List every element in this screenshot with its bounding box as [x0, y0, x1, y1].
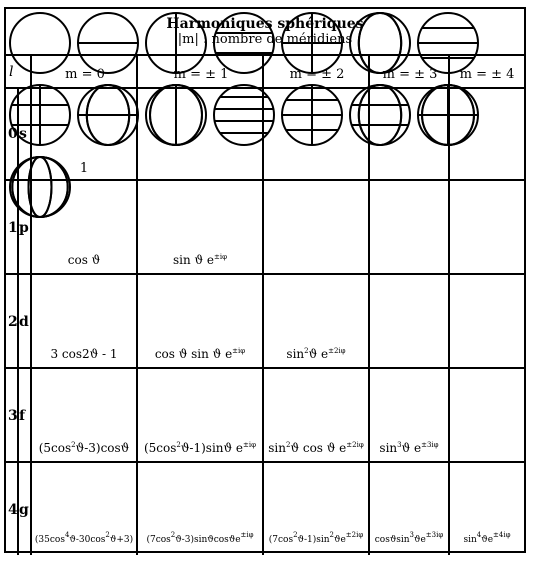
- formula-r2-m2: [286, 347, 345, 361]
- header-m3: m = ± 3: [382, 67, 438, 82]
- formula-exponent: ±4iφ: [493, 531, 511, 539]
- header-m1: m = ± 1: [173, 67, 229, 82]
- row-orbital-s: s: [19, 126, 27, 142]
- formula-text: ϑ-1)sin: [297, 535, 330, 545]
- formula-text: ϑ e: [401, 441, 422, 455]
- formula-r2-m0: [50, 347, 117, 361]
- formula-text: (5cos: [143, 441, 177, 455]
- formula-text: sin: [463, 535, 477, 545]
- formula-exponent: 2: [285, 441, 291, 449]
- formula-text: 3 cos2ϑ - 1: [50, 347, 118, 361]
- formula-r3-m0: [39, 441, 130, 455]
- formula-exponent: ±iφ: [243, 441, 257, 449]
- row-orbital-p: p: [19, 220, 29, 236]
- table-title: Harmoniques sphériques: [166, 16, 364, 32]
- formula-text: 1: [79, 161, 89, 176]
- formula-exponent: ±2iφ: [345, 531, 364, 539]
- formula-exponent: 3: [397, 441, 402, 449]
- formula-exponent: 2: [304, 347, 309, 355]
- formula-text: ϑe: [334, 535, 346, 545]
- formula-text: ϑ cos ϑ e: [290, 441, 347, 455]
- formula-text: cos ϑ sin ϑ e: [154, 347, 233, 361]
- formula-exponent: 2: [176, 441, 181, 449]
- meridian-ellipse: [359, 85, 401, 145]
- grid-line: [448, 56, 450, 555]
- formula-text: sin: [286, 347, 305, 361]
- formula-exponent: ±iφ: [240, 531, 254, 539]
- formula-exponent: 2: [170, 531, 176, 539]
- table-subtitle: |m| : nombre de méridiens: [177, 32, 353, 47]
- meridian-ellipse: [12, 157, 67, 217]
- formula-exponent: ±iφ: [232, 347, 246, 355]
- formula-text: ϑ-30cos: [69, 535, 106, 545]
- row-l-1: 1: [8, 220, 18, 236]
- harmonic-diagram-r4-m1: [278, 81, 346, 149]
- grid-line: [6, 273, 524, 275]
- formula-r2-m1: [155, 347, 245, 361]
- formula-exponent: ±2iφ: [346, 441, 364, 449]
- grid-line: [6, 461, 524, 463]
- harmonic-diagram-r3-m2: [74, 81, 142, 149]
- grid-line: [368, 56, 370, 555]
- harmonic-diagram-r4-m0: [210, 81, 278, 149]
- grid-line: [262, 56, 264, 555]
- formula-text: ϑ e: [308, 347, 329, 361]
- formula-text: sin: [268, 441, 286, 455]
- row-l-3: 3: [8, 408, 18, 424]
- formula-text: cos ϑ: [67, 253, 101, 267]
- header-m2: m = ± 2: [289, 67, 345, 82]
- harmonics-table: [4, 7, 526, 553]
- row-orbital-f: f: [19, 408, 26, 424]
- formula-text: (7cos: [146, 535, 171, 545]
- formula-text: ϑ-3)sinϑcosϑe: [175, 535, 241, 545]
- formula-r0-m0: [80, 161, 88, 176]
- grid-line: [6, 367, 524, 369]
- formula-r3-m1: [144, 441, 256, 455]
- row-l-0: 0: [8, 126, 18, 142]
- formula-r3-m3: [379, 441, 438, 455]
- formula-exponent: 2: [105, 531, 110, 539]
- formula-text: (35cos: [34, 535, 65, 545]
- formula-text: (7cos: [268, 535, 294, 545]
- formula-text: ϑ+3): [109, 535, 134, 545]
- formula-text: ϑ-1)sinϑ e: [180, 441, 244, 455]
- grid-line: [6, 179, 524, 181]
- header-m0: m = 0: [65, 67, 105, 82]
- formula-exponent: ±3iφ: [425, 531, 444, 539]
- harmonic-diagram-r3-m3: [142, 81, 210, 149]
- harmonic-diagram-r4-m2: [346, 81, 414, 149]
- sphere-outline: [214, 85, 274, 145]
- grid-line: [30, 56, 32, 555]
- grid-line: [6, 87, 524, 89]
- formula-exponent: 3: [409, 531, 415, 539]
- formula-text: ϑe: [481, 535, 494, 545]
- formula-text: sin ϑ e: [172, 253, 215, 267]
- formula-text: (5cos: [38, 441, 72, 455]
- formula-r4-m4: [463, 531, 511, 545]
- row-l-2: 2: [8, 314, 18, 330]
- formula-r1-m0: [68, 253, 101, 267]
- formula-text: ϑe: [414, 535, 426, 545]
- formula-r3-m2: [268, 441, 363, 455]
- formula-exponent: 4: [64, 531, 70, 539]
- formula-text: ϑ-3)cosϑ: [75, 441, 130, 455]
- formula-exponent: ±2iφ: [328, 347, 346, 355]
- table-title-cell: [6, 9, 524, 56]
- formula-r1-m1: [173, 253, 227, 267]
- formula-exponent: 2: [71, 441, 76, 449]
- l-column-header: l: [9, 64, 14, 80]
- formula-r4-m2: [268, 531, 364, 545]
- formula-text: cosϑsin: [374, 535, 410, 545]
- row-l-4: 4: [8, 502, 18, 518]
- formula-r4-m0: [34, 531, 134, 545]
- formula-r4-m3: [374, 531, 444, 545]
- row-orbital-d: d: [19, 314, 29, 330]
- formula-exponent: ±iφ: [214, 253, 228, 261]
- formula-exponent: 4: [476, 531, 482, 539]
- formula-exponent: 2: [329, 531, 335, 539]
- formula-text: sin: [379, 441, 398, 455]
- formula-exponent: 2: [293, 531, 298, 539]
- row-orbital-g: g: [19, 502, 29, 518]
- grid-line: [17, 87, 19, 555]
- formula-exponent: ±3iφ: [421, 441, 439, 449]
- grid-line: [136, 56, 138, 555]
- header-m4: m = ± 4: [459, 67, 515, 82]
